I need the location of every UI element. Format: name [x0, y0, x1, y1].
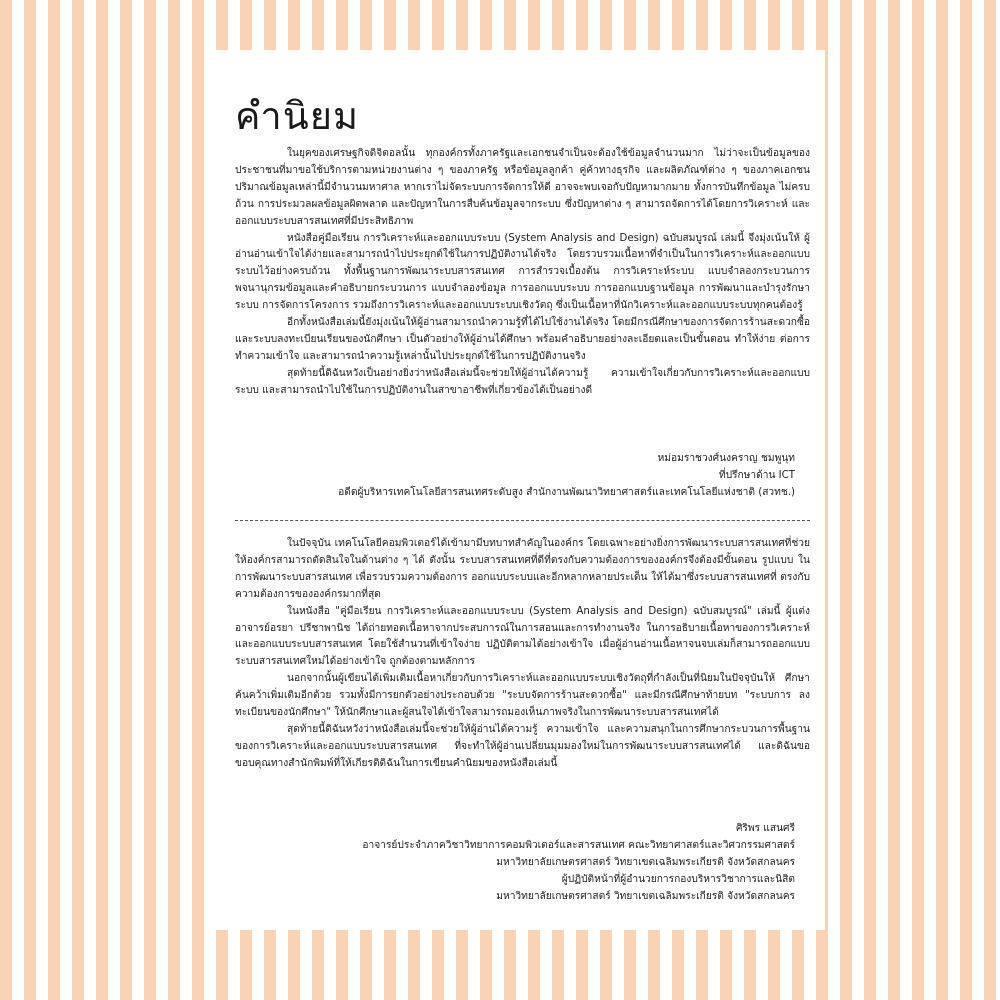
text-line: ศึกษาค้นคว้าเพิ่มเติมอีกด้วย รวมทั้งมีการยกตัวอย่างประกอบด้วย "ระบบจัดการร้านสะดวกซื้อ" และมีกรณีศึกษาท้ายบท "ระบบการ	[235, 673, 810, 702]
text-line: สุดท้ายนี้ดิฉันหวังเป็นอย่างยิ่งว่าหนังสือเล่มนี้จะช่วยให้ผู้อ่านได้ความรู้ ความเข้าใจเกี่ยวกับการวิเคราะห์และออกแบบ	[287, 367, 810, 379]
signatory-university: มหาวิทยาลัยเกษตรศาสตร์ วิทยาเขตเฉลิมพระเกียรติ จังหวัดสกลนคร	[496, 857, 795, 868]
text-line: ต่อการทำความเข้าใจ และสามารถนำความรู้เหล่านั้นไปประยุกต์ใช้ในการปฏิบัติงานจริง	[235, 333, 810, 362]
paragraph	[235, 671, 810, 722]
signatory-title: ที่ปรึกษาด้าน ICT	[718, 470, 795, 481]
text-line: พจนานุกรมข้อมูลและคำอธิบายกระบวนการ แบบจำลองข้อมูล การออกแบบระบบ การออกแบบฐานข้อมูล การพัฒนาและบำรุงรักษา	[235, 283, 810, 295]
signatory-organization: อดีตผู้บริหารเทคโนโลยีสารสนเทศระดับสูง สำนักงานพัฒนาวิทยาศาสตร์และเทคโนโลยีแห่งชาติ (สวทช.)	[338, 487, 795, 498]
signature-block-2	[362, 820, 795, 905]
signatory-name: ศิริพร แสนศรี	[735, 823, 795, 834]
paragraph	[235, 604, 810, 672]
paragraph	[235, 366, 810, 400]
text-line: ระบบ การจัดการโครงการ รวมถึงการวิเคราะห์และออกแบบระบบเชิงวัตถุ ซึ่งเป็นเนื้อหาที่นักวิเคราะห์และออกแบบระบบทุกคนต้องรู้	[235, 300, 803, 312]
paragraph	[235, 146, 810, 231]
text-line: และออกแบบระบบสารสนเทศ โดยใช้สำนวนที่เข้าใจง่าย ปฏิบัติตามได้อย่างเข้าใจ เมื่อผู้อ่านอ่านเนื้อหาจนจบเล่มก็สามารถออกแบบ	[235, 639, 810, 651]
dashed-divider	[235, 520, 810, 521]
text-line: ตรงกับความต้องการขององค์กรมากที่สุด	[235, 571, 810, 600]
text-line: ระบบสารสนเทศใหม่ได้อย่างเข้าใจ ถูกต้องตามหลักการ	[235, 656, 475, 668]
paragraph	[235, 536, 810, 604]
signature-block-1	[338, 450, 795, 501]
text-line: ในการพัฒนาระบบสารสนเทศ เพื่อรวบรวมความต้องการ ออกแบบระบบและอีกหลากหลายประเด็น ให้ได้มาซึ่งระบบสารสนเทศที่	[235, 554, 810, 583]
text-line: ในยุคของเศรษฐกิจดิจิตอลนั้น ทุกองค์กรทั้งภาครัฐและเอกชนจำเป็นจะต้องใช้ข้อมูลจำนวนมาก ไม่ว่าจะเป็นข้อมูลของ	[287, 148, 810, 159]
paragraph	[235, 722, 810, 773]
signatory-university: มหาวิทยาลัยเกษตรศาสตร์ วิทยาเขตเฉลิมพระเกียรติ จังหวัดสกลนคร	[496, 891, 795, 902]
page-title: คำนิยม	[235, 94, 360, 138]
text-line: ระบบ และสามารถนำไปใช้ในการปฏิบัติงานในสาขาอาชีพที่เกี่ยวข้องได้เป็นอย่างดี	[235, 384, 593, 396]
text-line: หนังสือคู่มือเรียน การวิเคราะห์และออกแบบระบบ (System Analysis and Design) ฉบับสมบูรณ์ เล่มนี้ จึงมุ่งเน้นให้	[287, 232, 800, 244]
foreword-section-1	[235, 146, 810, 400]
text-line: ผู้อ่านอ่านเข้าใจได้ง่ายและสามารถนำไปประยุกต์ใช้ในการปฏิบัติงานได้จริง โดยรวบรวมเนื้อหาที่จำเป็นในการวิเคราะห์และออกแบบ	[235, 232, 810, 261]
text-line: ปริมาณข้อมูลเหล่านี้มีจำนวนมหาศาล หากเราไม่จัดระบบการจัดการให้ดี อาจจะพบเจอกับปัญหามากมาย ทั้งการบันทึกข้อมูล	[235, 181, 776, 193]
text-line: และออกแบบระบบสารสนเทศที่มีประสิทธิภาพ	[235, 198, 811, 227]
text-line: ลงทะเบียนของนักศึกษา" ให้นักศึกษาและผู้สนใจได้เข้าใจสามารถมองเห็นภาพจริงในการพัฒนาระบบสารสนเทศได้	[235, 690, 810, 719]
text-line: ประชาชนที่มาขอใช้บริการตามหน่วยงานต่าง ๆ ของภาครัฐ หรือข้อมูลลูกค้า คู่ค้าทางธุรกิจ และผลิตภัณฑ์ต่าง ๆ ของภาคเอกชน	[235, 164, 810, 176]
text-line: ในปัจจุบัน เทคโนโลยีคอมพิวเตอร์ได้เข้ามามีบทบาทสำคัญในองค์กร โดยเฉพาะอย่างยิ่งการพัฒนาระบบสารสนเทศที่ช่วย	[287, 538, 810, 549]
text-line: ในหนังสือ "คู่มือเรียน การวิเคราะห์และออกแบบระบบ (System Analysis and Design) ฉบับสมบูรณ์" เล่มนี้ ผู้แต่ง	[287, 605, 810, 617]
text-line: ของการวิเคราะห์และออกแบบระบบสารสนเทศ ที่จะทำให้ผู้อ่านเปลี่ยนมุมมองใหม่ในการพัฒนาระบบสารสนเทศได้ และดิฉันขอ	[235, 740, 810, 752]
text-line: อีกทั้งหนังสือเล่มนี้ยังมุ่งเน้นให้ผู้อ่านสามารถนำความรู้ที่ได้ไปใช้งานได้จริง โดยมีกรณีศึกษาของการจัดการร้านสะดวกซื้อ	[287, 317, 810, 329]
text-line: ให้องค์กรสามารถตัดสินใจในด้านต่าง ๆ ได้ ดังนั้น ระบบสารสนเทศที่ดีที่ตรงกับความต้องการขององค์กรจึงต้องมีขั้นตอน รูปแบบ	[235, 554, 794, 566]
text-line: ระบบไว้อย่างครบถ้วน ทั้งพื้นฐานการพัฒนาระบบสารสนเทศ การสำรวจเบื้องต้น การวิเคราะห์ระบบ แบบจำลองกระบวนการ	[235, 266, 810, 278]
text-line: นอกจากนั้นผู้เขียนได้เพิ่มเติมเนื้อหาเกี่ยวกับการวิเคราะห์และออกแบบระบบเชิงวัตถุที่กำลังเป็นที่นิยมในปัจจุบันให้	[287, 673, 776, 685]
text-line: และระบบลงทะเบียนเรียนของนักศึกษา เป็นตัวอย่างให้ผู้อ่านได้ศึกษา พร้อมคำอธิบายอย่างละเอียดและเป็นขั้นตอน ทำให้ง่าย	[235, 333, 776, 345]
text-line: สุดท้ายนี้ดิฉันหวังว่าหนังสือเล่มนี้จะช่วยให้ผู้อ่านได้ความรู้ ความเข้าใจ และความสนุกในการศึกษากระบวนการพื้นฐาน	[287, 723, 810, 735]
paragraph	[235, 231, 810, 316]
foreword-section-2	[235, 536, 810, 773]
page-panel	[215, 50, 825, 930]
signatory-name: หม่อมราชวงศ์นงคราญ ชมพูนุท	[657, 453, 795, 464]
text-line: ไม่ครบถ้วน การประมวลผลข้อมูลผิดพลาด และปัญหาในการสืบค้นข้อมูลจากระบบ ซึ่งปัญหาต่าง ๆ สามารถจัดการได้โดยการวิเคราะห์	[235, 181, 810, 210]
text-line: ขอบคุณทางสำนักพิมพ์ที่ให้เกียรติดิฉันในการเขียนคำนิยมของหนังสือเล่มนี้	[235, 757, 558, 769]
signatory-position: ผู้ปฏิบัติหน้าที่ผู้อำนวยการกองบริหารวิชาการและนิสิต	[561, 874, 795, 885]
paragraph	[235, 315, 810, 366]
signatory-position: อาจารย์ประจำภาควิชาวิทยาการคอมพิวเตอร์และสารสนเทศ คณะวิทยาศาสตร์และวิศวกรรมศาสตร์	[362, 840, 795, 851]
text-line: อาจารย์อรยา ปรีชาพานิช ได้ถ่ายทอดเนื้อหาจากประสบการณ์ในการสอนและการทำงานจริง ในการอธิบายเนื้อหาของการวิเคราะห์	[235, 622, 810, 634]
